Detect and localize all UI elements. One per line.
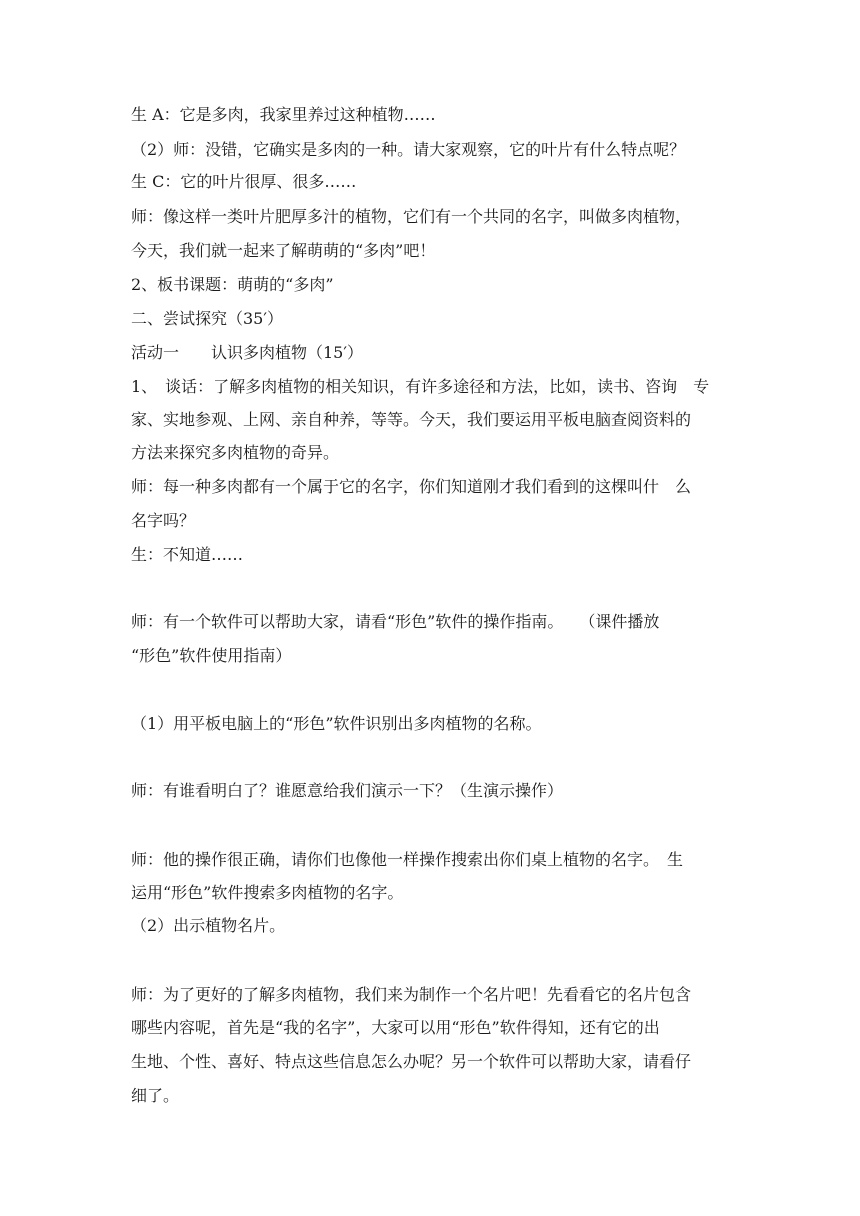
activity-heading: 活动一 认识多肉植物（15′）	[131, 343, 363, 362]
text-line: 师：每一种多肉都有一个属于它的名字，你们知道刚才我们看到的这棵叫什 么	[131, 477, 692, 496]
text-line: （1）用平板电脑上的“形色”软件识别出多肉植物的名称。	[131, 714, 542, 733]
text-line: （2）师：没错，它确实是多肉的一种。请大家观察，它的叶片有什么特点呢？	[131, 140, 686, 159]
text-line: （2）出示植物名片。	[131, 916, 286, 935]
text-line: 师：他的操作很正确，请你们也像他一样操作搜索出你们桌上植物的名字。 生	[131, 850, 684, 869]
text-line: 运用“形色”软件搜索多肉植物的名字。	[131, 883, 404, 902]
text-line: 1、 谈话：了解多肉植物的相关知识，有许多途径和方法，比如，读书、咨询 专	[131, 377, 710, 396]
section-heading: 二、尝试探究（35′）	[131, 309, 283, 328]
text-line: 今天，我们就一起来了解萌萌的“多肉”吧！	[131, 241, 436, 260]
text-line: 方法来探究多肉植物的奇异。	[131, 443, 340, 462]
text-line: 师：像这样一类叶片肥厚多汁的植物，它们有一个共同的名字，叫做多肉植物，	[131, 207, 692, 226]
text-line: 细了。	[131, 1086, 180, 1105]
text-line: 师：为了更好的了解多肉植物，我们来为制作一个名片吧！先看看它的名片包含	[131, 985, 692, 1004]
text-line: 生 A：它是多肉，我家里养过这种植物……	[131, 105, 436, 124]
text-line: 家、实地参观、上网、亲自种养，等等。今天，我们要运用平板电脑查阅资料的	[131, 410, 692, 429]
text-line: 生地、个性、喜好、特点这些信息怎么办呢？另一个软件可以帮助大家，请看仔	[131, 1052, 692, 1071]
text-line: 2、板书课题：萌萌的“多肉”	[131, 275, 334, 294]
text-line: 哪些内容呢，首先是“我的名字”，大家可以用“形色”软件得知，还有它的出	[131, 1018, 660, 1037]
text-line: 名字吗？	[131, 511, 196, 530]
text-line: 师：有谁看明白了？谁愿意给我们演示一下？（生演示操作）	[131, 781, 564, 800]
text-line: 师：有一个软件可以帮助大家，请看“形色”软件的操作指南。 （课件播放	[131, 612, 660, 631]
text-line: “形色”软件使用指南）	[131, 646, 292, 665]
text-line: 生：不知道……	[131, 545, 244, 564]
text-line: 生 C：它的叶片很厚、很多……	[131, 172, 357, 191]
